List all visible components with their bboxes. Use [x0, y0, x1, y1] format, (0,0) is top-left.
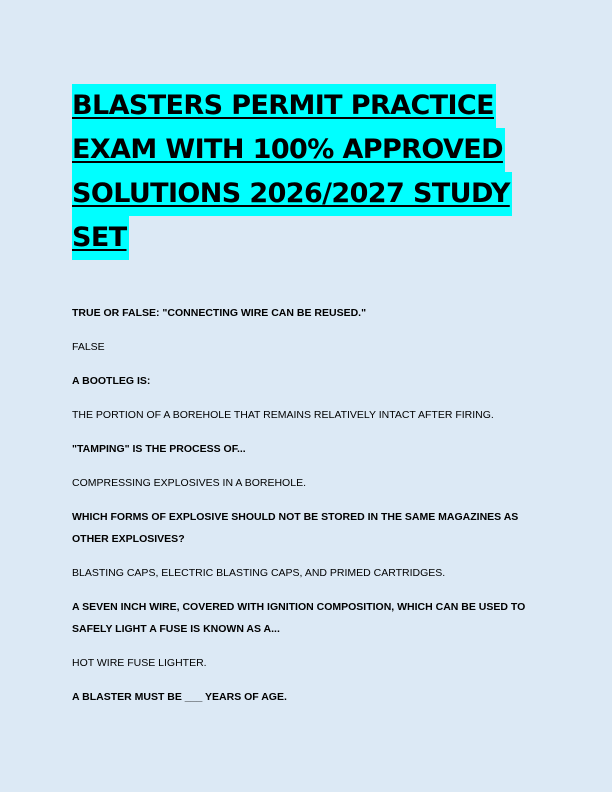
title-line-2: EXAM WITH 100% APPROVED — [72, 128, 505, 172]
question-3: "TAMPING" IS THE PROCESS OF... — [72, 443, 246, 455]
title-line-4: SET — [72, 216, 129, 260]
question-2: A BOOTLEG IS: — [72, 375, 151, 387]
question-1: TRUE OR FALSE: "CONNECTING WIRE CAN BE REUSED." — [72, 307, 367, 319]
question-4: WHICH FORMS OF EXPLOSIVE SHOULD NOT BE STORED IN THE SAME MAGAZINES AS OTHER EXPLOSIVES? — [72, 511, 519, 545]
question-5: A SEVEN INCH WIRE, COVERED WITH IGNITION COMPOSITION, WHICH CAN BE USED TO SAFELY LIGHT A FUSE IS KNOWN AS A... — [72, 601, 526, 635]
title-line-3: SOLUTIONS 2026/2027 STUDY — [72, 172, 512, 216]
answer-4: BLASTING CAPS, ELECTRIC BLASTING CAPS, AND PRIMED CARTRIDGES. — [72, 567, 446, 579]
answer-5: HOT WIRE FUSE LIGHTER. — [72, 657, 207, 669]
answer-1: FALSE — [72, 341, 105, 353]
document-title — [72, 84, 542, 260]
answer-2: THE PORTION OF A BOREHOLE THAT REMAINS RELATIVELY INTACT AFTER FIRING. — [72, 409, 494, 421]
title-line-1: BLASTERS PERMIT PRACTICE — [72, 84, 496, 128]
question-6: A BLASTER MUST BE ___ YEARS OF AGE. — [72, 691, 287, 703]
answer-3: COMPRESSING EXPLOSIVES IN A BOREHOLE. — [72, 477, 306, 489]
